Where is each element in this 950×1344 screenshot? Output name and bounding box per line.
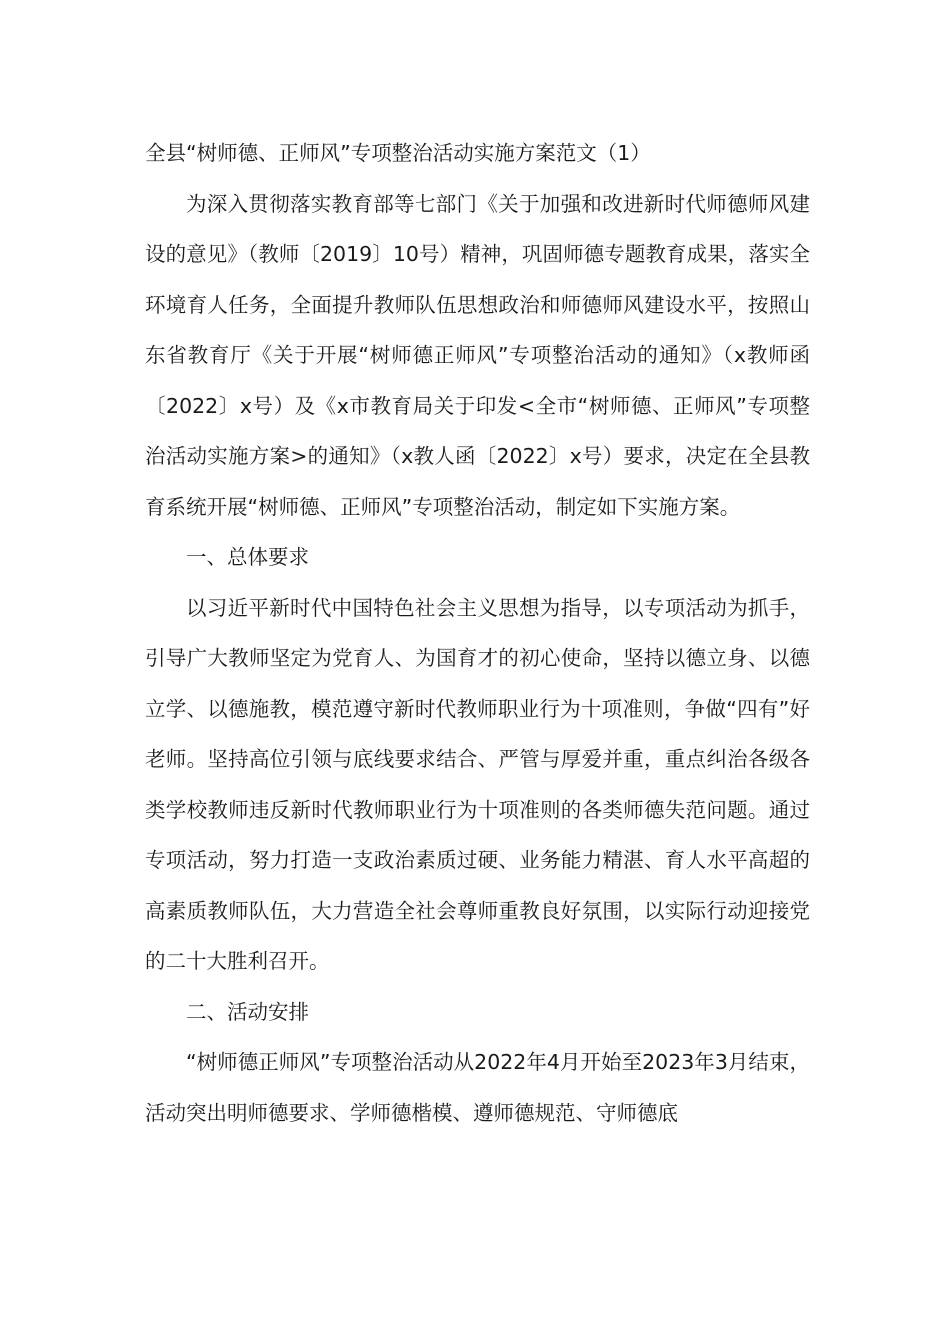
paragraph-overall-requirements: 以习近平新时代中国特色社会主义思想为指导，以专项活动为抓手，引导广大教师坚定为党育人、为国育才的初心使命，坚持以德立身、以德立学、以德施教，模范遵守新时代教师职业行为十项准则，争做“四有”好老师。坚持高位引领与底线要求结合、严管与厚爱并重，重点纠治各级各类学校教师违反新时代教师职业行为十项准则的各类师德失范问题。通过专项活动，努力打造一支政治素质过硬、业务能力精湛、育人水平高超的高素质教师队伍，大力营造全社会尊师重教良好氛围，以实际行动迎接党的二十大胜利召开。 xyxy=(145,595,810,973)
paragraph-intro: 为深入贯彻落实教育部等七部门《关于加强和改进新时代师德师风建设的意见》（教师〔2019〕10号）精神，巩固师德专题教育成果，落实全环境育人任务，全面提升教师队伍思想政治和师德师风建设水平，按照山东省教育厅《关于开展“树师德正师风”专项整治活动的通知》（x教师函〔2022〕x号）及《x市教育局关于印发<全市“树师德、正师风”专项整治活动实施方案>的通知》（x教人函〔2022〕x号）要求，决定在全县教育系统开展“树师德、正师风”专项整治活动，制定如下实施方案。 xyxy=(145,191,810,519)
document-body xyxy=(145,128,810,1138)
paragraph-activity-arrangement: “树师德正师风”专项整治活动从2022年4月开始至2023年3月结束，活动突出明师德要求、学师德楷模、遵师德规范、守师德底 xyxy=(145,1050,810,1125)
section-heading-activity-arrangement: 二、活动安排 xyxy=(186,999,309,1024)
section-heading-overall-requirements: 一、总体要求 xyxy=(186,545,309,569)
document-title: 全县“树师德、正师风”专项整治活动实施方案范文（1） xyxy=(145,141,651,165)
